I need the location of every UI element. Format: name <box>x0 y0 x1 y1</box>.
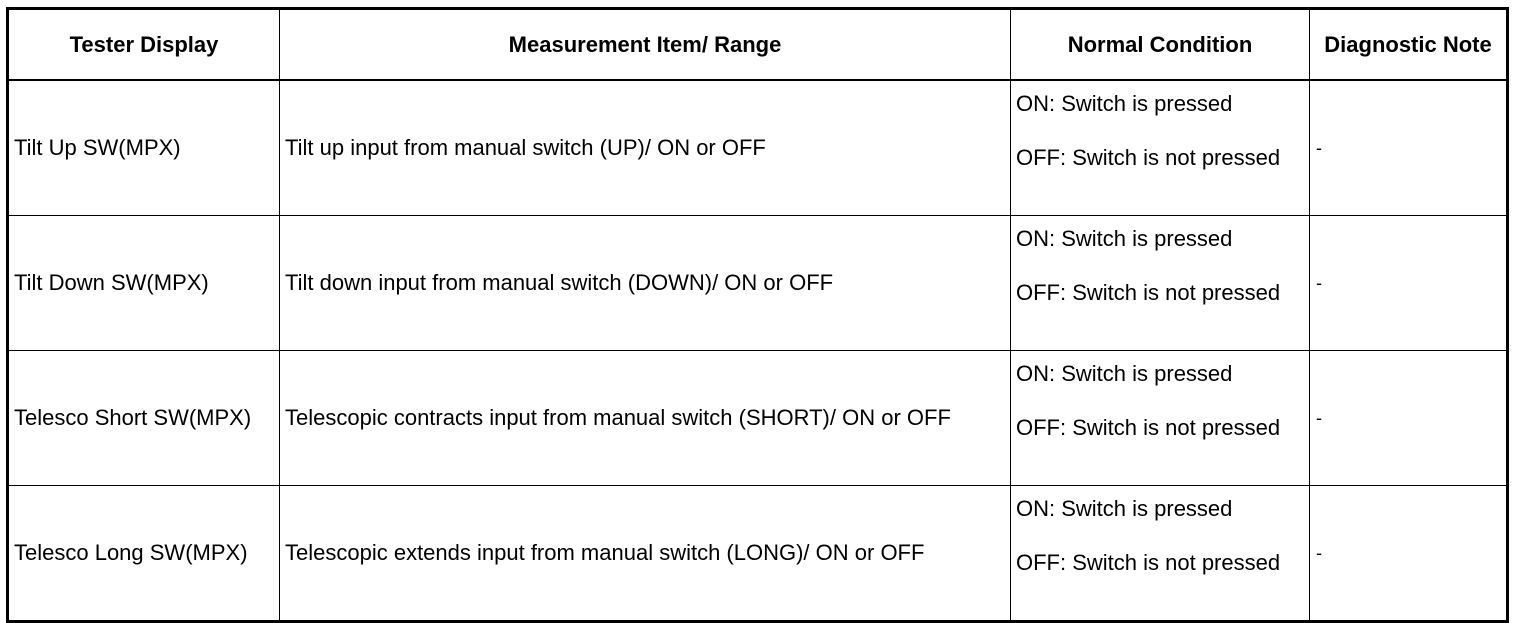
cell-measurement-item: Tilt up input from manual switch (UP)/ ON or OFF <box>280 80 1011 216</box>
header-normal-condition: Normal Condition <box>1011 9 1310 81</box>
cell-measurement-item: Tilt down input from manual switch (DOWN)/ ON or OFF <box>280 216 1011 351</box>
cell-measurement-item: Telescopic contracts input from manual switch (SHORT)/ ON or OFF <box>280 351 1011 486</box>
normal-off-text: OFF: Switch is not pressed <box>1016 415 1281 440</box>
normal-off-text: OFF: Switch is not pressed <box>1016 280 1281 305</box>
cell-normal-condition <box>1011 351 1310 486</box>
normal-off-text: OFF: Switch is not pressed <box>1016 145 1281 170</box>
cell-tester-display: Tilt Up SW(MPX) <box>8 80 280 216</box>
cell-measurement-item: Telescopic extends input from manual switch (LONG)/ ON or OFF <box>280 486 1011 622</box>
normal-on-text: ON: Switch is pressed <box>1016 226 1233 251</box>
cell-diagnostic-note: - <box>1310 216 1508 351</box>
normal-on-text: ON: Switch is pressed <box>1016 361 1233 386</box>
table-row <box>8 351 1508 486</box>
cell-diagnostic-note: - <box>1310 80 1508 216</box>
cell-normal-condition <box>1011 80 1310 216</box>
cell-normal-condition <box>1011 216 1310 351</box>
cell-tester-display: Telesco Long SW(MPX) <box>8 486 280 622</box>
table-row <box>8 80 1508 216</box>
table-row <box>8 216 1508 351</box>
diagnostic-data-table <box>6 7 1509 623</box>
cell-normal-condition <box>1011 486 1310 622</box>
table-body <box>8 80 1508 622</box>
table-row <box>8 486 1508 622</box>
cell-tester-display: Tilt Down SW(MPX) <box>8 216 280 351</box>
header-tester-display: Tester Display <box>8 9 280 81</box>
table-header <box>8 9 1508 81</box>
cell-diagnostic-note: - <box>1310 351 1508 486</box>
cell-tester-display: Telesco Short SW(MPX) <box>8 351 280 486</box>
header-diagnostic-note: Diagnostic Note <box>1310 9 1508 81</box>
normal-on-text: ON: Switch is pressed <box>1016 91 1233 116</box>
normal-on-text: ON: Switch is pressed <box>1016 496 1233 521</box>
cell-diagnostic-note: - <box>1310 486 1508 622</box>
header-measurement-item: Measurement Item/ Range <box>280 9 1011 81</box>
normal-off-text: OFF: Switch is not pressed <box>1016 550 1281 575</box>
header-row <box>8 9 1508 81</box>
